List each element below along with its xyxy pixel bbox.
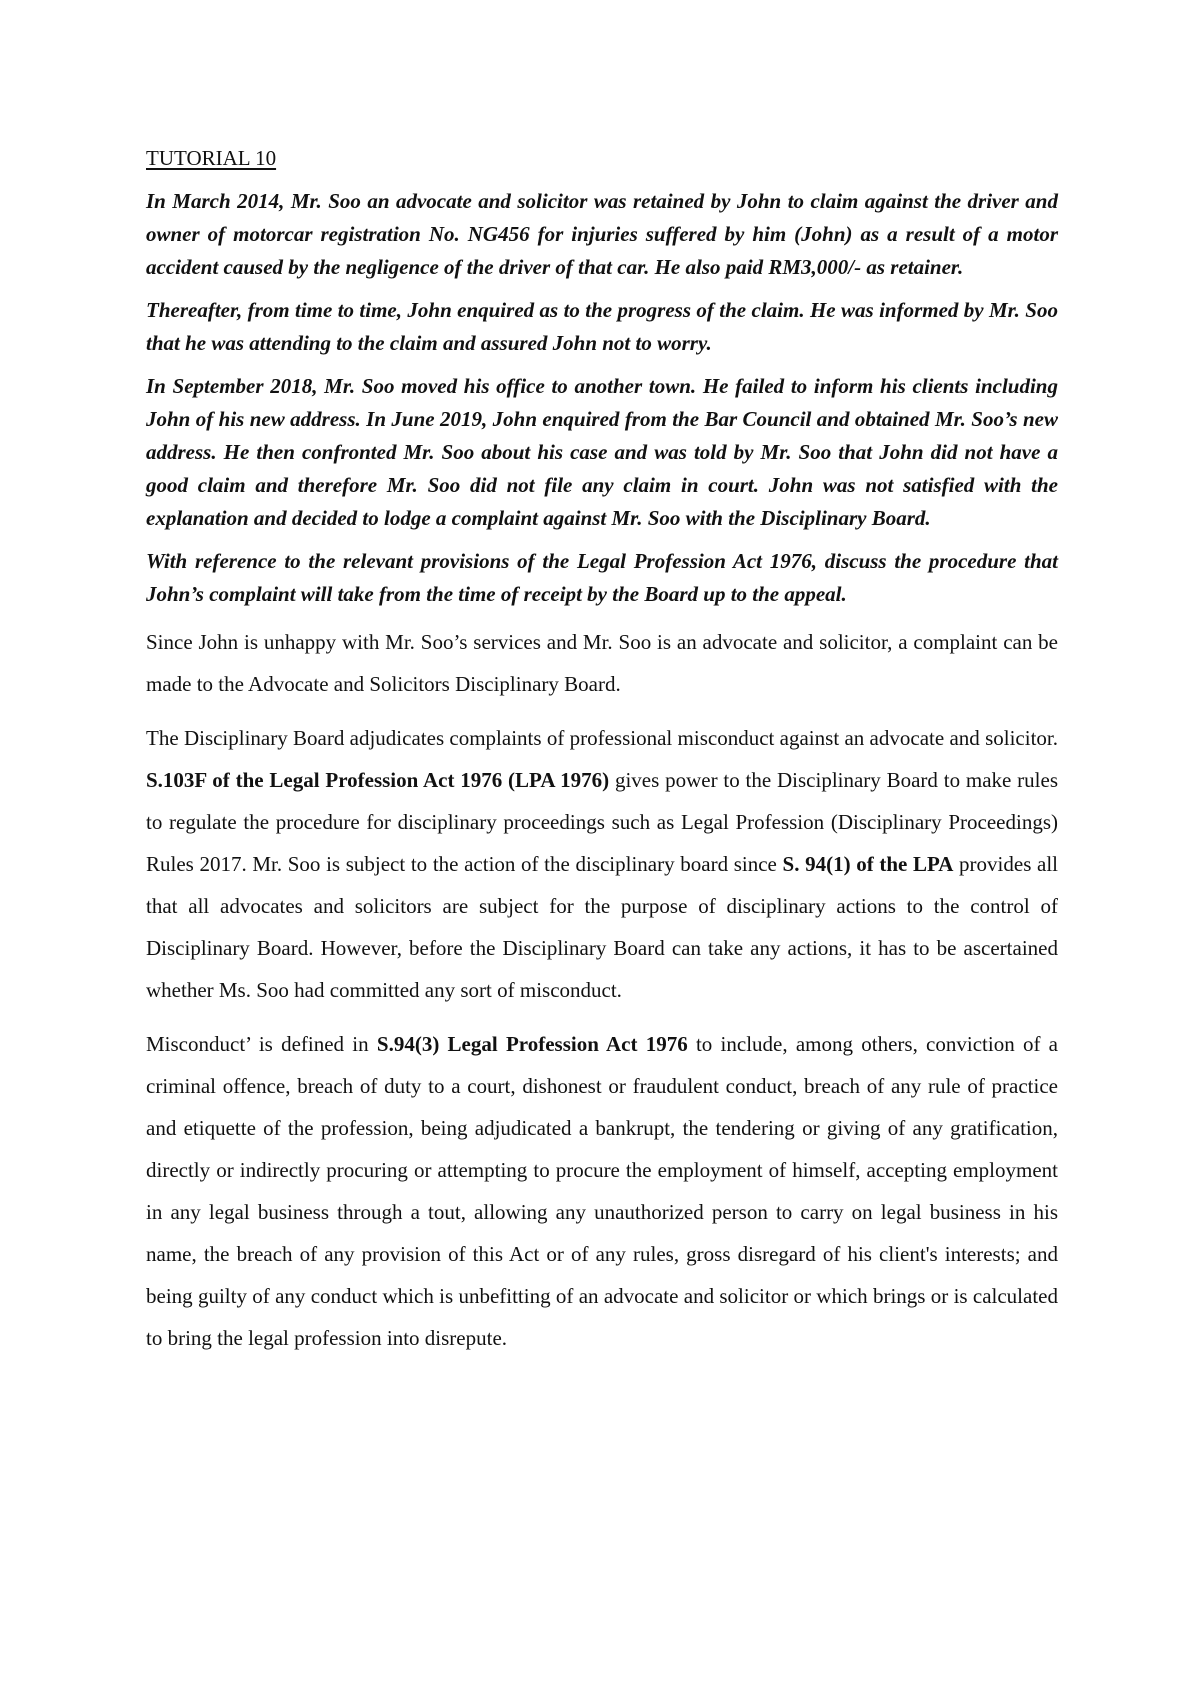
statute-reference-s94-1: S. 94(1) of the LPA (782, 852, 954, 876)
question-paragraph-4: With reference to the relevant provisions of the Legal Profession Act 1976, discuss the procedure that John’s complaint will take from the time of receipt by the Board up to the appeal. (146, 549, 1058, 606)
answer-paragraph-3-text-2: to include, among others, conviction of a criminal offence, breach of duty to a court, dishonest or fraudulent conduct, breach of any rule of practice and etiquette of the profession, being adjudicated a bankrupt, the tendering or giving of any gratification, directly or indirectly procuring or attempting to procure the employment of himself, accepting employment in any legal business through a tout, allowing any unauthorized person to carry on legal business in his name, the breach of any provision of this Act or of any rules, gross disregard of his client's interests; and being guilty of any conduct which is unbefitting of an advocate and solicitor or which brings or is calculated to bring the legal profession into disrepute. (146, 1032, 1059, 1350)
answer-paragraph-2-text-2: gives power to the Disciplinary Board to make rules to regulate the procedure for disciplinary proceedings such as Legal Profession (Disciplinary Proceedings) Rules 2017. Mr. Soo is subject to the action of the disciplinary board since (146, 768, 1058, 876)
answer-paragraph-3-text-1: Misconduct’ is defined in (146, 1032, 377, 1056)
question-paragraph-2: Thereafter, from time to time, John enquired as to the progress of the claim. He was informed by Mr. Soo that he was attending to the claim and assured John not to worry. (146, 298, 1058, 355)
question-paragraph-1: In March 2014, Mr. Soo an advocate and solicitor was retained by John to claim against the driver and owner of motorcar registration No. NG456 for injuries suffered by him (John) as a result of a motor accident caused by the negligence of the driver of that car. He also paid RM3,000/- as retainer. (146, 189, 1058, 279)
answer-paragraph-2-text-3: provides all that all advocates and solicitors are subject for the purpose of disciplinary actions to the control of Disciplinary Board. However, before the Disciplinary Board can take any actions, it has to be ascertained whether Ms. Soo had committed any sort of misconduct. (146, 852, 1059, 1002)
answer-paragraph-3 (146, 1023, 1058, 1359)
document-page (146, 146, 1058, 1371)
answer-paragraph-2-text-1: The Disciplinary Board adjudicates complaints of professional misconduct against an advocate and solicitor. (146, 726, 1058, 750)
answer-paragraph-1: Since John is unhappy with Mr. Soo’s services and Mr. Soo is an advocate and solicitor, a complaint can be made to the Advocate and Solicitors Disciplinary Board. (146, 630, 1058, 696)
document-title: TUTORIAL 10 (146, 146, 277, 170)
question-paragraph-3: In September 2018, Mr. Soo moved his office to another town. He failed to inform his clients including John of his new address. In June 2019, John enquired from the Bar Council and obtained Mr. Soo’s new address. He then confronted Mr. Soo about his case and was told by Mr. Soo that John did not have a good claim and therefore Mr. Soo did not file any claim in court. John was not satisfied with the explanation and decided to lodge a complaint against Mr. Soo with the Disciplinary Board. (146, 374, 1058, 530)
statute-reference-s94-3: S.94(3) Legal Profession Act 1976 (376, 1032, 688, 1056)
answer-paragraph-2 (146, 717, 1058, 1011)
statute-reference-s103f: S.103F of the Legal Profession Act 1976 (LPA 1976) (146, 768, 610, 792)
